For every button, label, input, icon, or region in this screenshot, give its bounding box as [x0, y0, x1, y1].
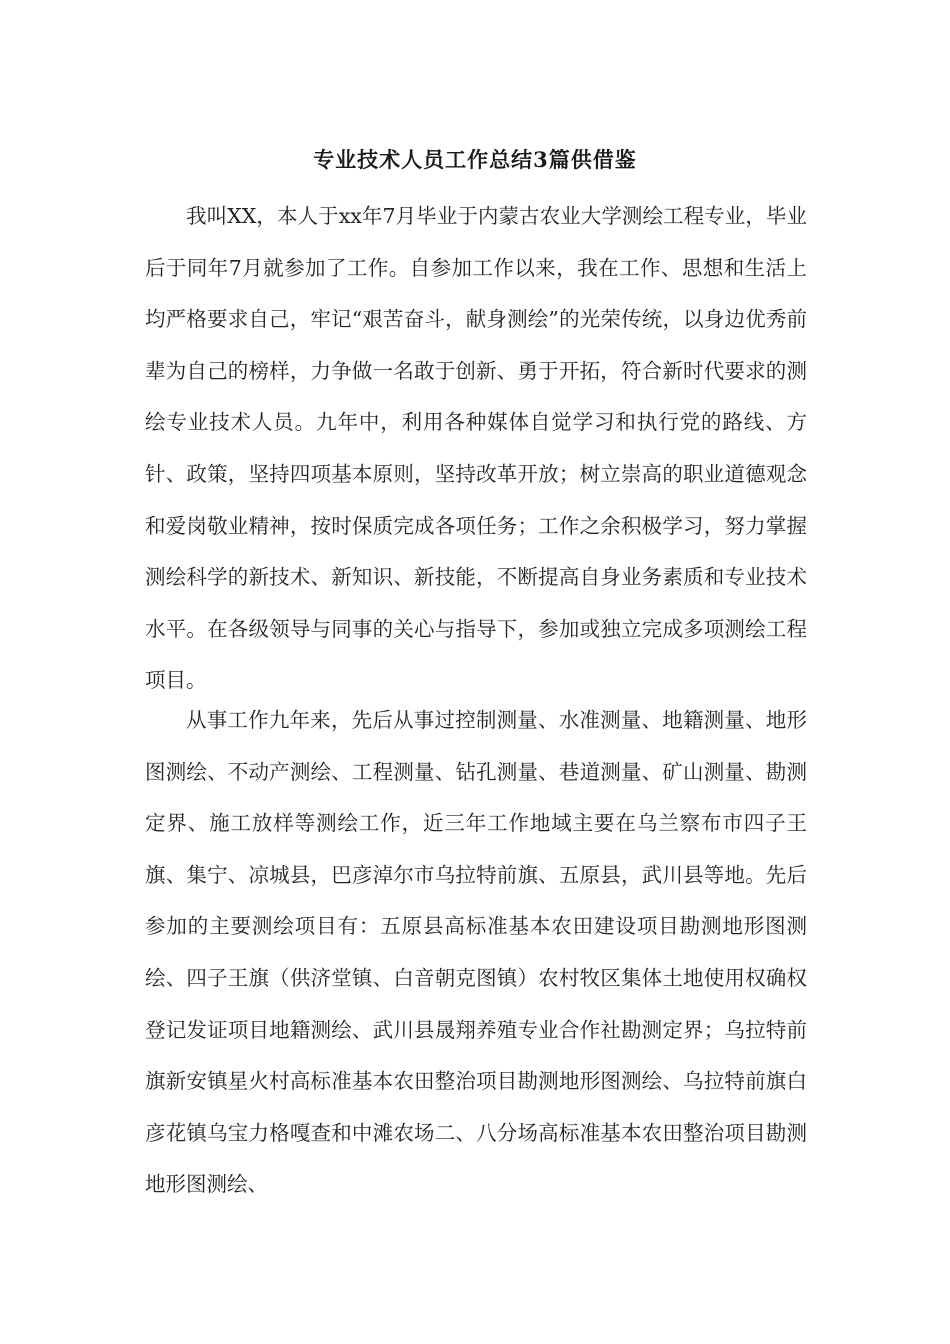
paragraph-work-experience: 从事工作九年来，先后从事过控制测量、水准测量、地籍测量、地形图测绘、不动产测绘、工程测量、钻孔测量、巷道测量、矿山测量、勘测定界、施工放样等测绘工作，近三年工作地域主要在乌兰察布市四子王旗、集宁、凉城县，巴彦淖尔市乌拉特前旗、五原县，武川县等地。先后参加的主要测绘项目有：五原县高标准基本农田建设项目勘测地形图测绘、四子王旗（供济堂镇、白音朝克图镇）农村牧区集体土地使用权确权登记发证项目地籍测绘、武川县晟翔养殖专业合作社勘测定界；乌拉特前旗新安镇星火村高标准基本农田整治项目勘测地形图测绘、乌拉特前旗白彦花镇乌宝力格嘎查和中滩农场二、八分场高标准基本农田整治项目勘测地形图测绘、: [145, 708, 807, 1197]
document-title: 专业技术人员工作总结3篇供借鉴: [313, 147, 637, 172]
paragraph-intro: 我叫XX，本人于xx年7月毕业于内蒙古农业大学测绘工程专业，毕业后于同年7月就参加了工作。自参加工作以来，我在工作、思想和生活上均严格要求自己，牢记“艰苦奋斗，献身测绘”的光荣传统，以身边优秀前辈为自己的榜样，力争做一名敢于创新、勇于开拓，符合新时代要求的测绘专业技术人员。九年中，利用各种媒体自觉学习和执行党的路线、方针、政策，坚持四项基本原则，坚持改革开放；树立崇高的职业道德观念和爱岗敬业精神，按时保质完成各项任务；工作之余积极学习，努力掌握测绘科学的新技术、新知识、新技能，不断提高自身业务素质和专业技术水平。在各级领导与同事的关心与指导下，参加或独立完成多项测绘工程项目。: [145, 204, 807, 693]
